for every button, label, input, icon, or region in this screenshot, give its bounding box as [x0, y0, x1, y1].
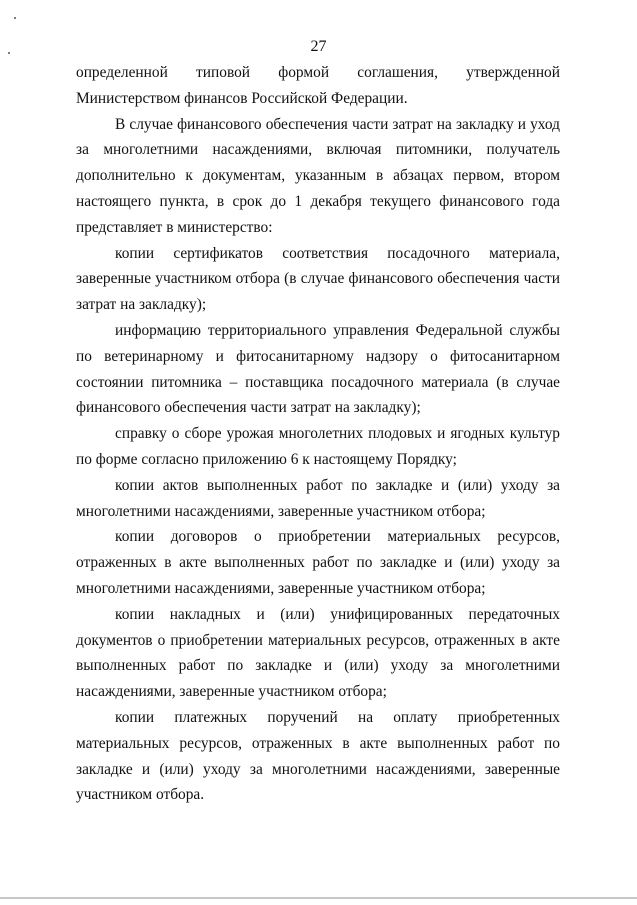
scan-speck — [14, 17, 16, 19]
paragraph-continuation: определенной типовой формой соглашения, утвержденной Министерством финансов Российской Федерации. — [76, 64, 560, 107]
list-item-invoices: копии накладных и (или) унифицированных передаточных документов о приобретении материальных ресурсов, отраженных в акте выполненных работ по закладке и (или) уходу за многолетними насаждениями, заверенные участником отбора; — [76, 605, 560, 701]
list-item-work-acts: копии актов выполненных работ по закладке и (или) уходу за многолетними насаждениями, заверенные участником отбора; — [76, 476, 560, 520]
list-item-payment-orders: копии платежных поручений на оплату приобретенных материальных ресурсов, отраженных в акте выполненных работ по закладке и (или) уходу за многолетними насаждениями, заверенные участником отбора. — [76, 708, 560, 804]
body-text — [76, 60, 560, 808]
list-item-purchase-contracts: копии договоров о приобретении материальных ресурсов, отраженных в акте выполненных работ по закладке и (или) уходу за многолетними насаждениями, заверенные участником отбора; — [76, 528, 560, 597]
list-item-phytosanitary-info: информацию территориального управления Федеральной службы по ветеринарному и фитосанитарному надзору о фитосанитарном состоянии питомника – поставщика посадочного материала (в случае финансового обеспечения части затрат на закладку); — [76, 321, 560, 417]
list-item-certificates: копии сертификатов соответствия посадочного материала, заверенные участником отбора (в случае финансового обеспечения части затрат на закладку); — [76, 244, 560, 314]
page-number: 27 — [310, 38, 327, 55]
paragraph-financing-condition: В случае финансового обеспечения части затрат на закладку и уход за многолетними насаждениями, включая питомники, получатель дополнительно к документам, указанным в абзацах первом, втором настоящего пункта, в срок до 1 декабря текущего финансового года представляет в министерство: — [76, 115, 560, 236]
list-item-harvest-report: справку о сборе урожая многолетних плодовых и ягодных культур по форме согласно приложению 6 к настоящему Порядку; — [76, 425, 560, 468]
scan-bottom-edge — [0, 897, 637, 899]
